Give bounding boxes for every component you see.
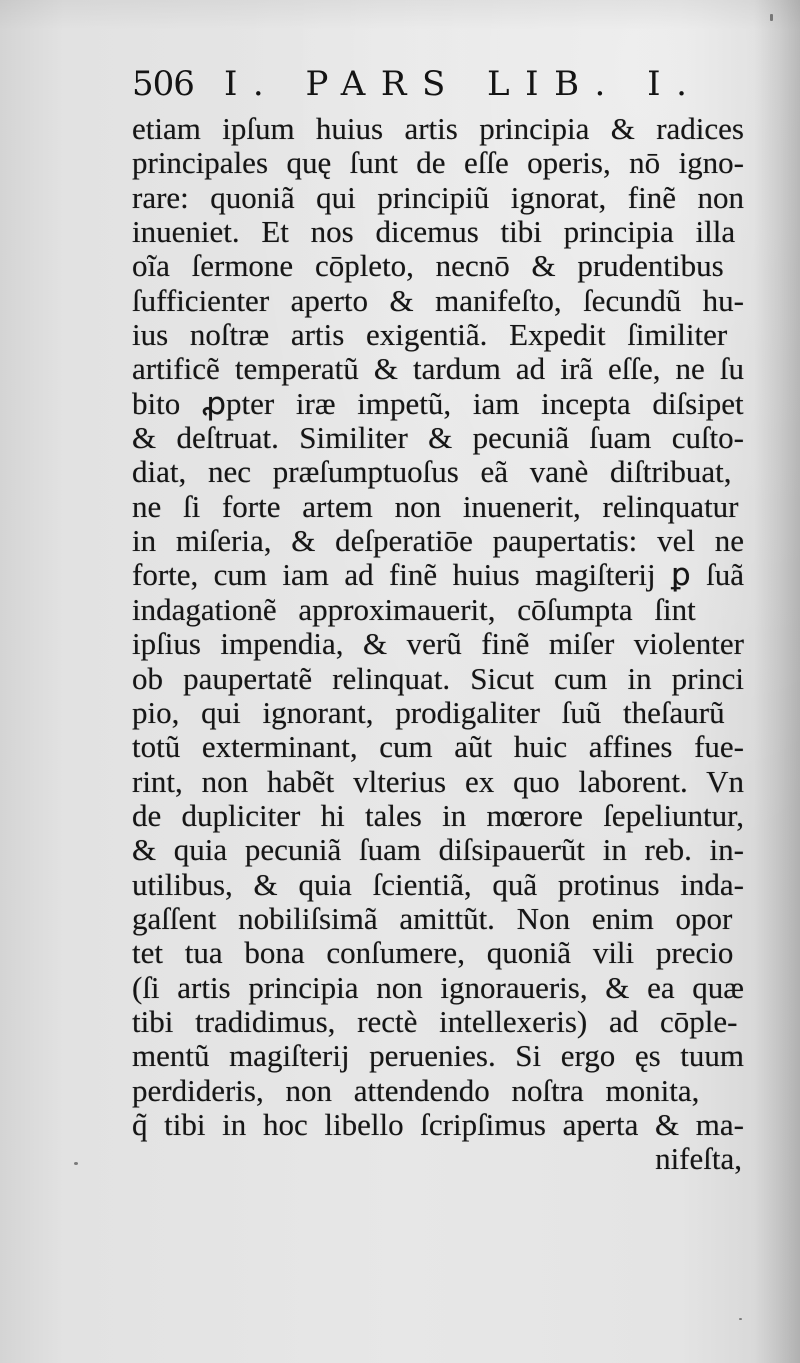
text-line: de dupliciter hi tales in mœrore ſepeliuntur, bbox=[132, 797, 744, 833]
text-line: diat, nec præſumptuoſus eã vanè diſtribuat, bbox=[132, 454, 732, 490]
body-text bbox=[132, 112, 744, 1177]
text-line: tibi tradidimus, rectè intellexeris) ad cōple- bbox=[132, 1003, 738, 1039]
text-line: inueniet. Et nos dicemus tibi principia illa bbox=[132, 214, 736, 250]
text-line: ius noſtræ artis exigentiã. Expedit ſimiliter bbox=[132, 317, 728, 353]
text-line: forte, cum iam ad finẽ huius magiſterij ꝑ ſuã bbox=[132, 557, 744, 593]
text-line: & deſtruat. Similiter & pecuniã ſuam cuſto- bbox=[132, 420, 744, 456]
text-line: totũ exterminant, cum aũt huic affines fue- bbox=[132, 729, 744, 765]
text-line: etiam ipſum huius artis principia & radices bbox=[132, 111, 744, 146]
running-head: I. PARS LIB. I. bbox=[224, 64, 703, 104]
text-line: indagationẽ approximauerit, cōſumpta ſint bbox=[132, 591, 696, 627]
text-line: rare: quoniã qui principiũ ignorat, finẽ non bbox=[132, 179, 744, 215]
text-line: artificẽ temperatũ & tardum ad irã eſſe, ne ſu bbox=[132, 351, 744, 387]
text-line: ne ſi forte artem non inuenerit, relinquatur bbox=[132, 488, 739, 524]
text-line: & quia pecuniã ſuam diſsipauerũt in reb. in- bbox=[132, 832, 744, 868]
page-number: 506 bbox=[132, 64, 194, 104]
text-line: ipſius impendia, & verũ finẽ miſer violenter bbox=[132, 626, 744, 662]
text-line-final: nifeſta, bbox=[655, 1141, 742, 1177]
paper-speck bbox=[74, 1162, 78, 1165]
paper-speck bbox=[739, 1318, 742, 1320]
text-line: rint, non habẽt vlterius ex quo laborent. Vn bbox=[132, 763, 744, 799]
text-line: oĩa ſermone cōpleto, necnō & prudentibus bbox=[132, 248, 724, 284]
text-line: principales quę ſunt de eſſe operis, nō igno- bbox=[132, 145, 744, 181]
text-line: perdideris, non attendendo noſtra monita, bbox=[132, 1072, 700, 1108]
text-line: ſufficienter aperto & manifeſto, ſecundũ hu- bbox=[132, 282, 744, 318]
text-line: mentũ magiſterij peruenies. Si ergo ęs tuum bbox=[132, 1038, 744, 1074]
text-line: ob paupertatẽ relinquat. Sicut cum in princi bbox=[132, 660, 744, 696]
text-line: (ſi artis principia non ignoraueris, & ea quæ bbox=[132, 969, 744, 1005]
page-header bbox=[132, 62, 703, 106]
text-line: q̃ tibi in hoc libello ſcripſimus aperta & ma- bbox=[132, 1106, 744, 1142]
text-line: gaſſent nobiliſsimã amittũt. Non enim opor bbox=[132, 900, 733, 936]
text-line: pio, qui ignorant, prodigaliter ſuũ theſaurũ bbox=[132, 694, 725, 730]
text-line: in miſeria, & deſperatiōe paupertatis: vel ne bbox=[132, 523, 744, 559]
text-line: utilibus, & quia ſcientiã, quã protinus inda- bbox=[132, 866, 744, 902]
text-line: bito ꝓpter iræ impetũ, iam incepta diſsipet bbox=[132, 385, 744, 421]
text-line: tet tua bona conſumere, quoniã vili precio bbox=[132, 935, 734, 971]
paper-speck bbox=[770, 14, 773, 21]
